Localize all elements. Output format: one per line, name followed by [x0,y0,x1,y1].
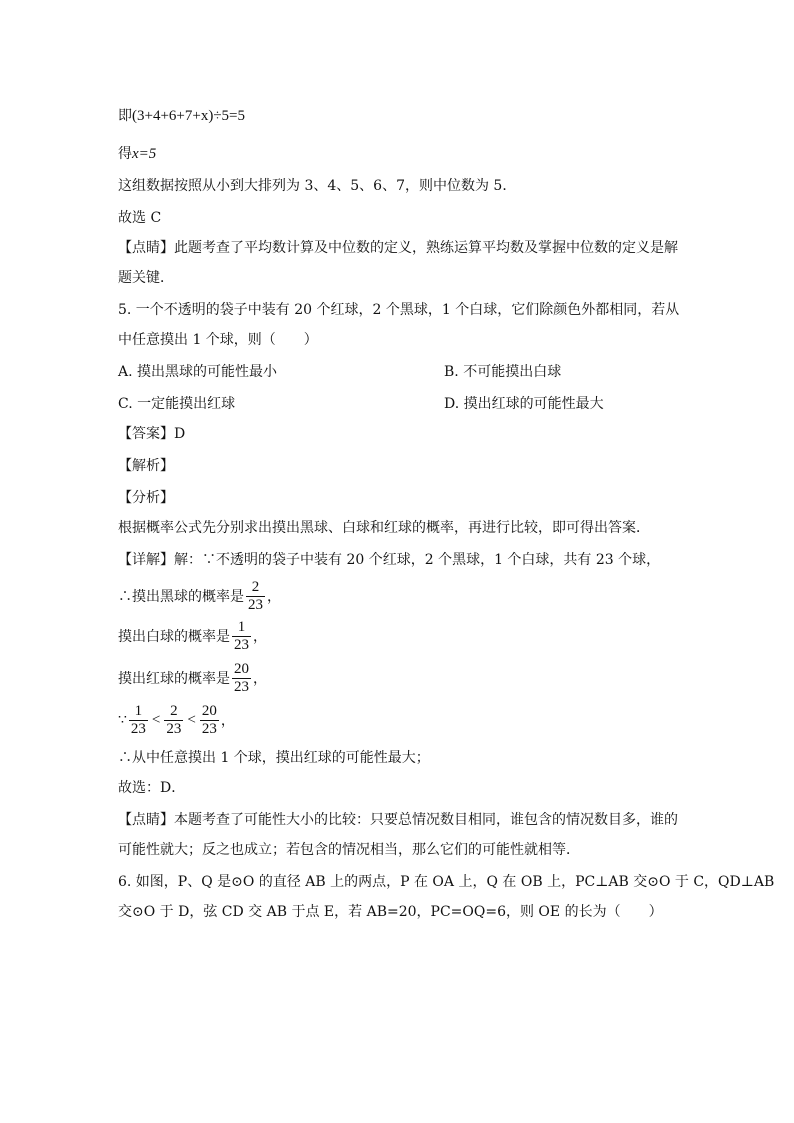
comment-line-1: 【点睛】此题考查了平均数计算及中位数的定义，熟练运算平均数及掌握中位数的定义是解 [118,240,678,256]
prob-white-fraction: $\frac{1}{23}$ [234,618,249,653]
question-6-line-1: 6. 如图，P、Q 是⊙O 的直径 AB 上的两点，P 在 OA 上，Q 在 OB 上，PC⊥AB 交⊙O 于 C，QD⊥AB [118,874,775,890]
choice-d-text: 故选：D． [118,780,186,796]
compare-fraction-red: $\frac{20}{23}$ [201,702,217,737]
question-6-line-2: 交⊙O 于 D，弦 CD 交 AB 于点 E，若 AB=20，PC=OQ=6，则 OE 的长为（ ） [118,904,663,920]
conclusion-text: ∴从中任意摸出 1 个球，摸出红球的可能性最大； [118,750,430,766]
analysis-label: 【解析】 [118,458,174,474]
less-than-sign: < [187,711,196,728]
equation-1: (3+4+6+7+x)÷5=5 [132,108,246,124]
question-5-line-1: 5. 一个不透明的袋子中装有 20 个红球，2 个黑球，1 个白球，它们除颜色外都相同，若从 [118,302,680,318]
option-c: C. 一定能摸出红球 [118,396,236,412]
option-a: A. 摸出黑球的可能性最小 [118,364,278,380]
fenxi-label: 【分析】 [118,490,174,506]
comment2-line-2: 可能性就大；反之也成立；若包含的情况相当，那么它们的可能性就相等． [118,842,580,858]
compare-fraction-white: $\frac{1}{23}$ [130,702,146,737]
equation-line-1: 即(3+4+6+7+x)÷5=5 [118,108,246,124]
less-than-sign: < [151,711,161,728]
question-5-line-2: 中任意摸出 1 个球，则（ ） [118,332,318,348]
answer-label: 【答案】D [118,426,186,442]
choice-c-text: 故选 C [118,210,162,226]
detail-text: 【详解】解：∵不透明的袋子中装有 20 个红球，2 个黑球，1 个白球，共有 23 个球， [118,552,661,568]
prob-black-fraction: $\frac{2}{23}$ [248,578,263,613]
fenxi-text: 根据概率公式先分别求出摸出黑球、白球和红球的概率，再进行比较，即可得出答案． [118,520,650,536]
prob-red-line: 摸出红球的概率是 $\frac{20}{23}$ ， [118,660,267,695]
median-text: 这组数据按照从小到大排列为 3、4、5、6、7，则中位数为 5． [118,178,517,194]
option-b: B. 不可能摸出白球 [444,364,562,380]
prob-red-fraction: $\frac{20}{23}$ [234,660,249,695]
option-d: D. 摸出红球的可能性最大 [444,396,604,412]
prob-black-line: ∴摸出黑球的概率是 $\frac{2}{23}$ ， [118,578,281,613]
prob-white-line: 摸出白球的概率是 $\frac{1}{23}$ ， [118,618,267,653]
equation-line-2: 得x=5 [118,146,157,162]
compare-fraction-black: $\frac{2}{23}$ [166,702,182,737]
comment-line-2: 题关键． [118,270,174,286]
equation-2: x=5 [132,146,157,162]
comment2-line-1: 【点睛】本题考查了可能性大小的比较：只要总情况数目相同，谁包含的情况数目多，谁的 [118,812,678,828]
comparison-line: ∵ $\frac{1}{23}$ < $\frac{2}{23}$ < $\frac{20}{23}$ ， [118,702,235,737]
